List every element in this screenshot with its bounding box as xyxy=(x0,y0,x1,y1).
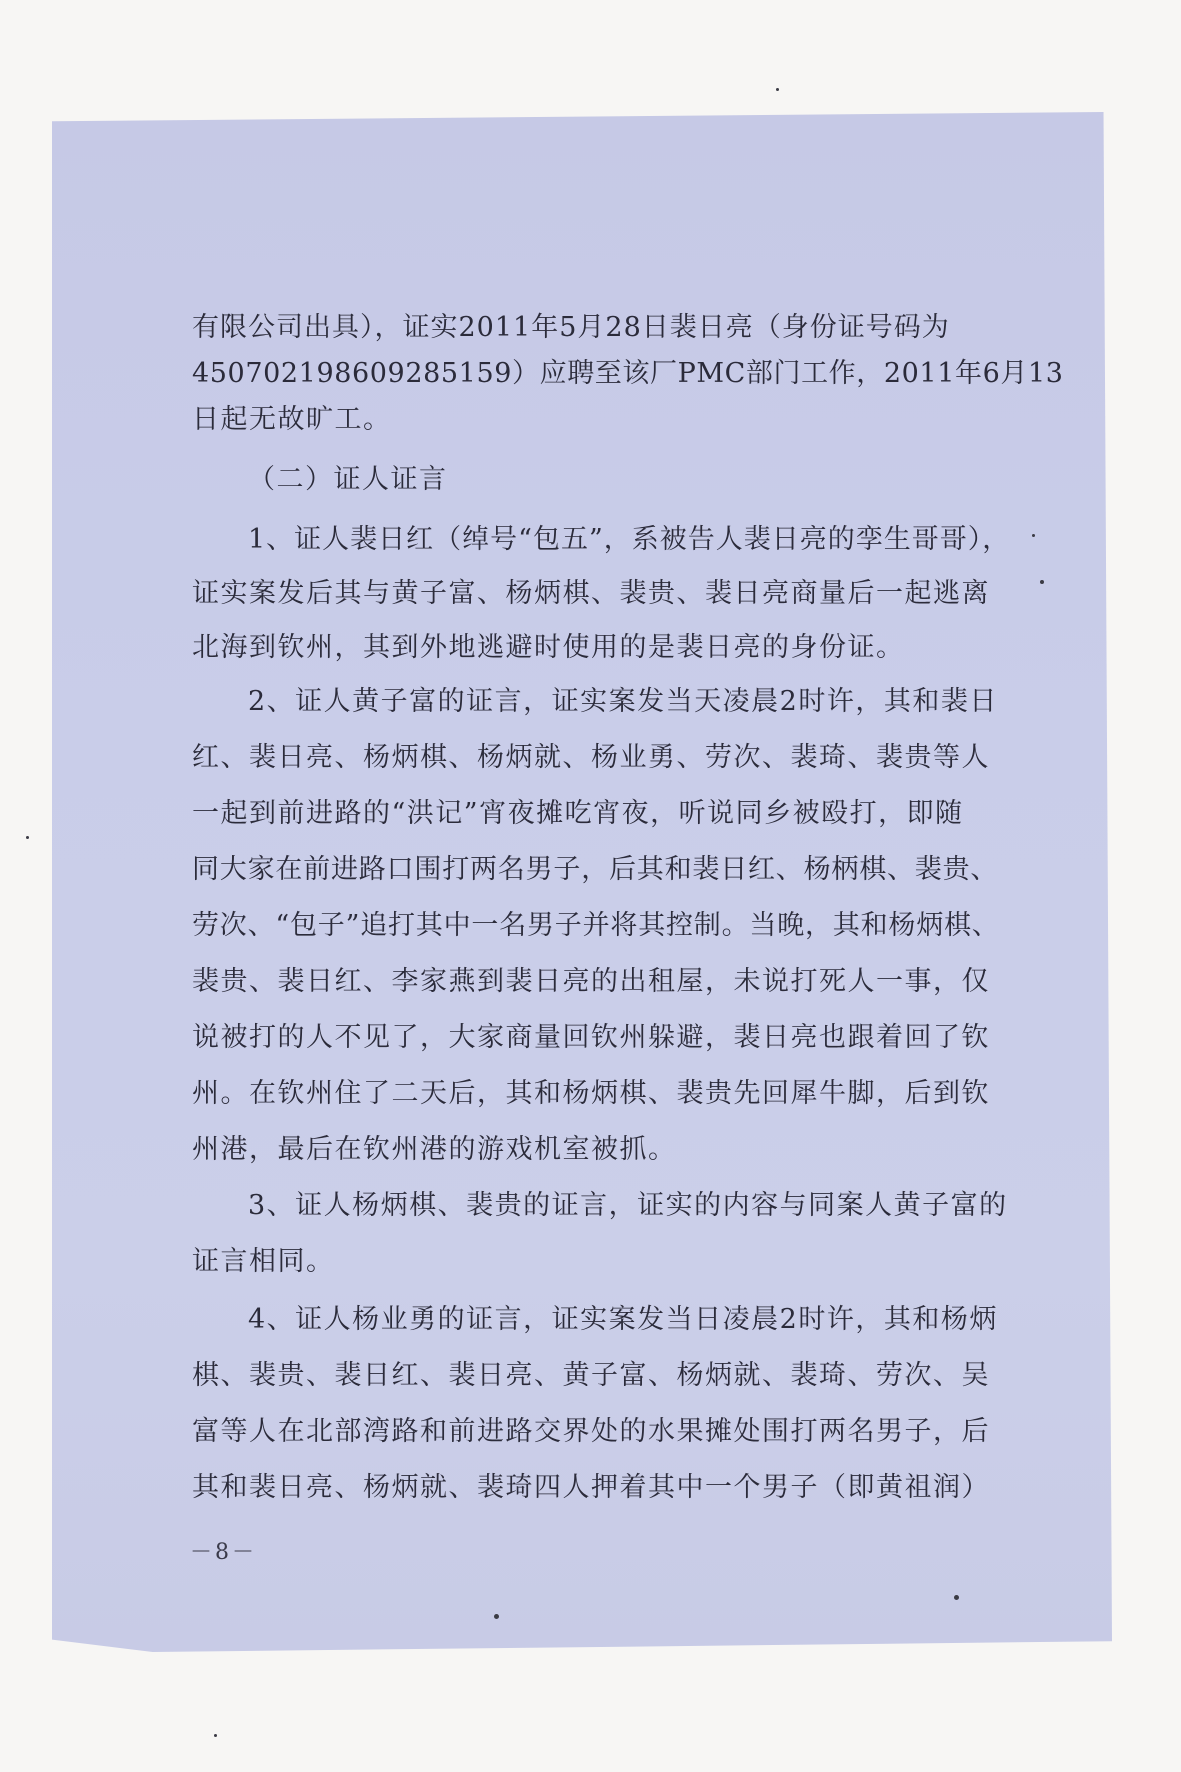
section-heading: （二）证人证言 xyxy=(248,464,448,495)
text-line: 1、证人裴日红（绰号“包五”，系被告人裴日亮的孪生哥哥）， xyxy=(248,524,1011,555)
dust-speck xyxy=(26,836,29,839)
text-line: 同大家在前进路口围打两名男子，后其和裴日红、杨柄棋、裴贵、 xyxy=(192,854,999,885)
dust-speck xyxy=(494,1614,499,1619)
text-line: 日起无故旷工。 xyxy=(192,404,392,435)
dust-speck xyxy=(776,88,779,91)
text-line: 2、证人黄子富的证言，证实案发当天凌晨2时许，其和裴日 xyxy=(248,686,998,717)
text-line: 说被打的人不见了，大家商量回钦州躲避，裴日亮也跟着回了钦 xyxy=(192,1022,990,1053)
dust-speck xyxy=(1040,580,1044,584)
text-line: 一起到前进路的“洪记”宵夜摊吃宵夜，听说同乡被殴打，即随 xyxy=(192,798,964,829)
text-line: 棋、裴贵、裴日红、裴日亮、黄子富、杨炳就、裴琦、劳次、吴 xyxy=(192,1360,990,1391)
document-body xyxy=(192,305,1064,1511)
text-line: 劳次、“包子”追打其中一名男子并将其控制。当晚，其和杨炳棋、 xyxy=(192,910,1000,941)
text-line: 北海到钦州，其到外地逃避时使用的是裴日亮的身份证。 xyxy=(192,632,905,663)
text-line: 红、裴日亮、杨炳棋、杨炳就、杨业勇、劳次、裴琦、裴贵等人 xyxy=(192,742,990,773)
text-line: 4、证人杨业勇的证言，证实案发当日凌晨2时许，其和杨炳 xyxy=(248,1304,998,1335)
text-line: 州。在钦州住了二天后，其和杨炳棋、裴贵先回犀牛脚，后到钦 xyxy=(192,1078,990,1109)
text-line: 富等人在北部湾路和前进路交界处的水果摊处围打两名男子，后 xyxy=(192,1416,990,1447)
page-number: －8－ xyxy=(190,1540,257,1565)
text-line: 450702198609285159）应聘至该厂PMC部门工作，2011年6月13 xyxy=(192,358,1064,389)
text-line: 有限公司出具），证实2011年5月28日裴日亮（身份证号码为 xyxy=(192,312,950,343)
text-line: 裴贵、裴日红、李家燕到裴日亮的出租屋，未说打死人一事，仅 xyxy=(192,966,990,997)
dust-speck xyxy=(1032,534,1035,537)
text-line: 3、证人杨炳棋、裴贵的证言，证实的内容与同案人黄子富的 xyxy=(248,1190,1008,1221)
dust-speck xyxy=(954,1595,959,1600)
text-line: 证言相同。 xyxy=(192,1246,335,1277)
text-line: 证实案发后其与黄子富、杨炳棋、裴贵、裴日亮商量后一起逃离 xyxy=(192,578,990,609)
dust-speck xyxy=(214,1734,217,1737)
text-line: 其和裴日亮、杨炳就、裴琦四人押着其中一个男子（即黄祖润） xyxy=(192,1472,990,1503)
text-line: 州港，最后在钦州港的游戏机室被抓。 xyxy=(192,1134,677,1165)
